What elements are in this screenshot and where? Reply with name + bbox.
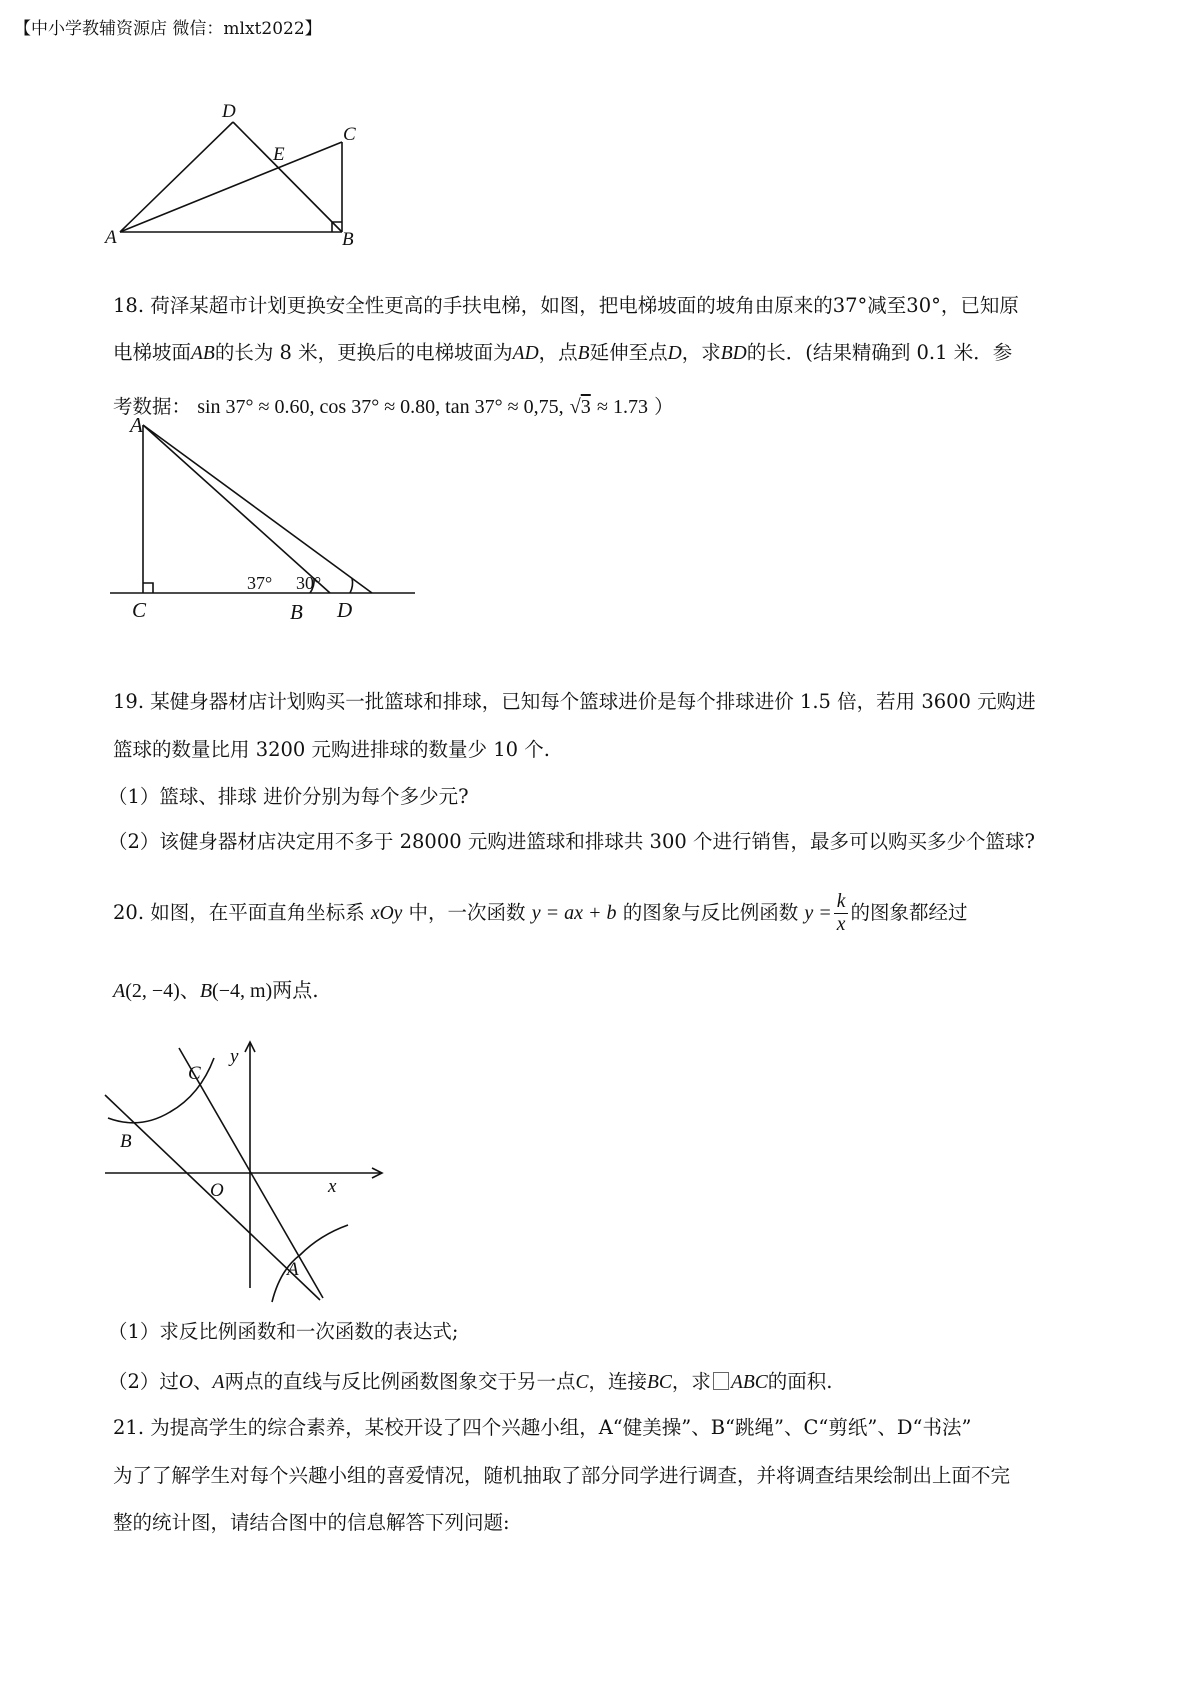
fig18-angle-30: 30° xyxy=(296,573,322,593)
fig17-label-d: D xyxy=(222,101,236,122)
q20-sub-1: （1）求反比例函数和一次函数的表达式; xyxy=(108,1320,459,1343)
fig20-label-y: y xyxy=(230,1046,239,1067)
q18-line-1: 18. 荷泽某超市计划更换安全性更高的手扶电梯，如图，把电梯坡面的坡角由原来的37°减至30°，已知原 xyxy=(113,294,1019,317)
fig17-label-a: A xyxy=(105,227,117,248)
fig17-label-e: E xyxy=(273,144,285,165)
fig18-label-c: C xyxy=(132,598,147,622)
figure-17-triangles xyxy=(100,95,380,255)
sqrt-symbol: √3 xyxy=(569,396,591,418)
fig17-label-c: C xyxy=(343,124,356,145)
fig18-label-d: D xyxy=(337,598,353,622)
q19-line-2: 篮球的数量比用 3200 元购进排球的数量少 10 个. xyxy=(113,738,550,761)
figure-18-escalator xyxy=(100,410,420,624)
q19-line-1: 19. 某健身器材店计划购买一批篮球和排球，已知每个篮球进价是每个排球进价 1.5 倍，若用 3600 元购进 xyxy=(113,690,1036,713)
page-header: 【中小学教辅资源店 微信：mlxt2022】 xyxy=(14,19,322,39)
fig20-label-b: B xyxy=(120,1131,132,1152)
q20-line-1: 20. 如图，在平面直角坐标系 xOy 中，一次函数 y = ax + b 的图象与反比例函数 y = $\frac{k}{x}$ 的图象都经过 xyxy=(113,891,968,935)
fig18-label-b: B xyxy=(290,600,303,624)
fig20-label-c: C xyxy=(188,1063,201,1084)
fig17-label-b: B xyxy=(342,229,354,250)
q20-line-2: A(2, −4)、B(−4, m)两点. xyxy=(113,978,319,1002)
fig20-label-a: A xyxy=(287,1259,299,1280)
q21-line-3: 整的统计图，请结合图中的信息解答下列问题: xyxy=(113,1511,510,1534)
fig18-label-a: A xyxy=(130,413,143,437)
figure-20-coordinate-plot xyxy=(100,1030,400,1310)
q21-line-1: 21. 为提高学生的综合素养，某校开设了四个兴趣小组，A“健美操”、B“跳绳”、C“剪纸”、D“书法” xyxy=(113,1416,972,1439)
q19-sub-1: （1）篮球、排球 进价分别为每个多少元? xyxy=(108,785,469,808)
q19-sub-2: （2）该健身器材店决定用不多于 28000 元购进篮球和排球共 300 个进行销售，最多可以购买多少个篮球? xyxy=(108,830,1035,853)
q18-line-2: 电梯坡面AB的长为 8 米，更换后的电梯坡面为AD，点B延伸至点D，求BD的长．(结果精确到 0.1 米．参 xyxy=(113,341,1013,364)
q20-sub-2: （2）过O、A两点的直线与反比例函数图象交于另一点C，连接BC，求 ABC的面积. xyxy=(108,1370,833,1393)
fig18-angle-37: 37° xyxy=(247,573,273,593)
q21-line-2: 为了了解学生对每个兴趣小组的喜爱情况，随机抽取了部分同学进行调查，并将调查结果绘制出上面不完 xyxy=(113,1464,1011,1487)
fraction-k-over-x: $\frac{k}{x}$ xyxy=(834,891,849,936)
triangle-symbol-icon xyxy=(713,1372,729,1390)
fig20-label-x: x xyxy=(328,1176,337,1197)
fig20-label-o: O xyxy=(210,1180,224,1201)
q18-line-3: 考数据： sin 37° ≈ 0.60, cos 37° ≈ 0.80, tan 37° ≈ 0,75, √3 ≈ 1.73 ） xyxy=(113,395,674,418)
